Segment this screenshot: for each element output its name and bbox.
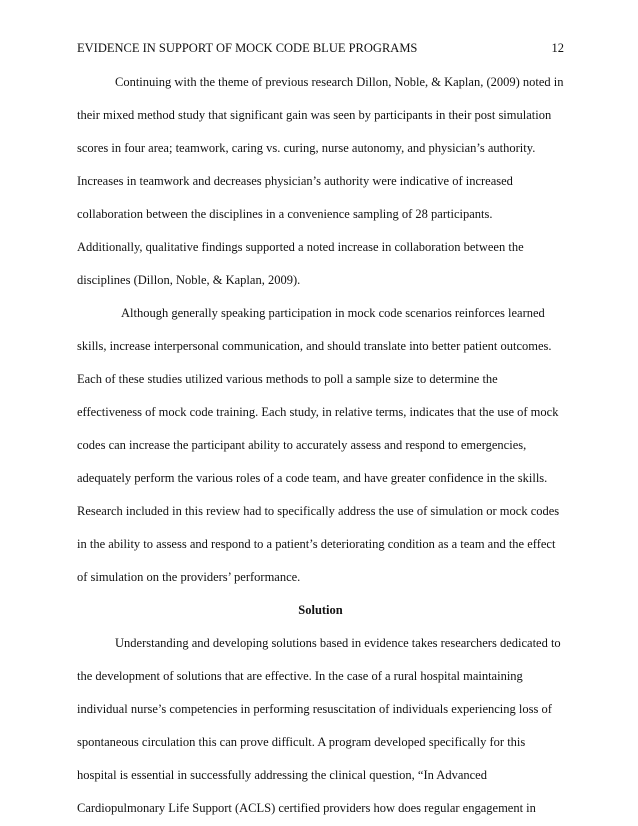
paragraph-line: Continuing with the theme of previous research Dillon, Noble, & Kaplan, (2009) noted in [115,75,564,89]
paragraph-line: of simulation on the providers’ performance. [77,570,301,584]
paragraph-line: collaboration between the disciplines in a convenience sampling of 28 participants. [77,207,493,221]
paragraph-line: the development of solutions that are effective. In the case of a rural hospital maintaining [77,669,523,683]
paragraph-line: Research included in this review had to specifically address the use of simulation or mock codes [77,504,560,518]
paragraph-line: spontaneous circulation this can prove difficult. A program developed specifically for this [77,735,526,749]
paragraph-line: Increases in teamwork and decreases physician’s authority were indicative of increased [77,174,513,188]
section-heading: Solution [298,603,343,617]
paragraph-line: codes can increase the participant ability to accurately assess and respond to emergencies, [77,438,527,452]
paragraph-line: their mixed method study that significant gain was seen by participants in their post simulation [77,108,552,122]
paragraph-line: individual nurse’s competencies in performing resuscitation of individuals experiencing loss of [77,702,552,716]
paragraph-line: hospital is essential in successfully addressing the clinical question, “In Advanced [77,768,487,782]
running-head-title: EVIDENCE IN SUPPORT OF MOCK CODE BLUE PROGRAMS [77,41,418,55]
paragraph-line: effectiveness of mock code training. Each study, in relative terms, indicates that the use of mock [77,405,559,419]
paragraph-line: skills, increase interpersonal communication, and should translate into better patient outcomes. [77,339,552,353]
paragraph-line: Cardiopulmonary Life Support (ACLS) certified providers how does regular engagement in [77,801,536,815]
paragraph-line: adequately perform the various roles of a code team, and have greater confidence in the skills. [77,471,548,485]
paragraph-line: Additionally, qualitative findings supported a noted increase in collaboration between the [77,240,524,254]
paragraph-line: scores in four area; teamwork, caring vs. curing, nurse autonomy, and physician’s authority. [77,141,536,155]
paragraph-line: Each of these studies utilized various methods to poll a sample size to determine the [77,372,498,386]
page-number: 12 [551,41,564,55]
paragraph-line: Although generally speaking participation in mock code scenarios reinforces learned [121,306,545,320]
running-head [77,40,564,56]
paragraph-line: disciplines (Dillon, Noble, & Kaplan, 2009). [77,273,301,287]
paragraph-line: Understanding and developing solutions based in evidence takes researchers dedicated to [115,636,561,650]
paragraph-line: in the ability to assess and respond to a patient’s deteriorating condition as a team and the effect [77,537,556,551]
